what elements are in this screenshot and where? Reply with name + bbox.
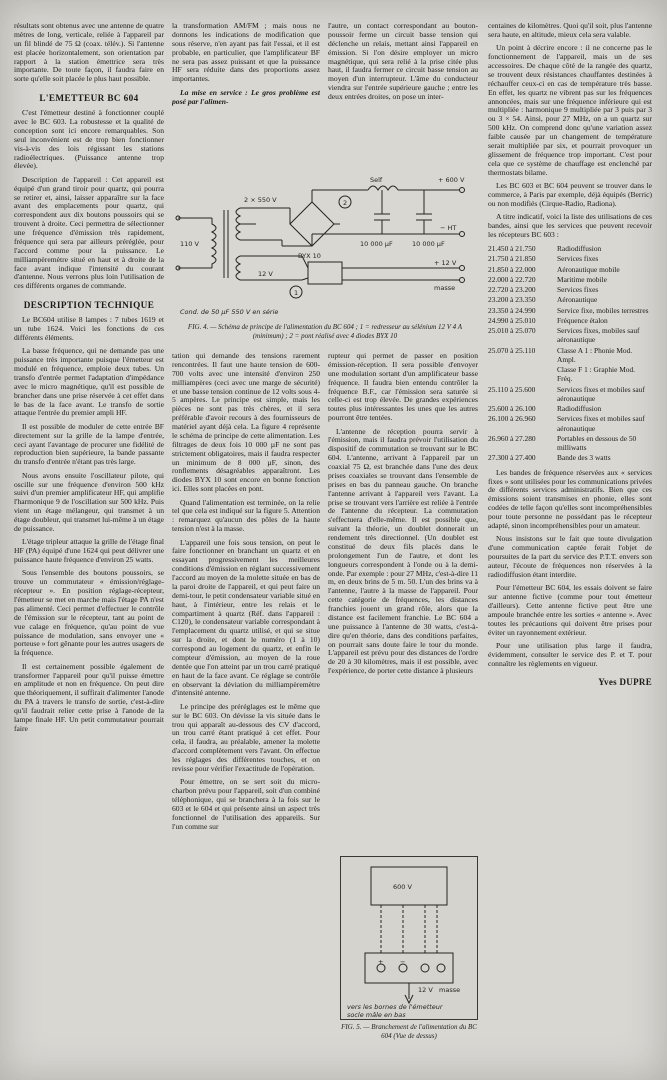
table-row [488, 326, 652, 346]
service-name: Aéronautique [557, 295, 598, 305]
figure-5-caption: FIG. 5. — Branchement de l'alimentation du BC 604 (Vue de dessus) [341, 1023, 477, 1040]
service-name: Fréquence étalon [557, 315, 608, 325]
column-1 [14, 22, 164, 1060]
service-name: Services fixes [557, 254, 599, 264]
frequency-range: 22.000 à 22.720 [488, 274, 536, 284]
column-3-middle [328, 352, 478, 852]
table-row [488, 453, 652, 463]
service-name: Services fixes [557, 285, 599, 295]
paragraph: Pour une utilisation plus large il faudra, évidemment, consulter le service des P. et T. pour connaître les règlements en vigueur. [488, 640, 652, 668]
label-ref2: 2 [343, 199, 348, 207]
paragraph: A titre indicatif, voici la liste des utilisations de ces bandes, ainsi que les services que peuvent recevoir les récepteurs BC 603 : [488, 212, 652, 239]
service-name: Radiodiffusion [557, 404, 602, 414]
frequency-range: 22.720 à 23.200 [488, 285, 536, 295]
paragraph: centaines de kilomètres. Quoi qu'il soit, plus l'antenne sera haute, en altitude, mieux cela sera valable. [488, 22, 652, 39]
label-byx10: BYX 10 [298, 252, 321, 260]
service-name: Portables en dessous de 50 milliwatts [557, 433, 637, 453]
paragraph: Nous insistons sur le fait que toute divulgation d'une communication captée ferait l'objet de poursuites de la part du service des P.T.T. envers son auteur, l'écoute de fréquences non réservées à la radiodiffusion étant interdite. [488, 534, 652, 579]
frequency-allocation-table [488, 244, 652, 464]
label-plus12v: + 12 V [434, 259, 457, 267]
service-name: Services fixes, mobiles sauf aéronautique [557, 326, 640, 345]
paragraph: Il est possible de moduler de cette entrée BF directement sur la grille de la lampe d'entrée, ceci ayant l'avantage de procurer une fidélité de reproduction bien supérieure, la bande passante du transfo d'entrée n'étant pas très large. [14, 421, 164, 467]
schematic-fig5 [341, 857, 477, 1019]
label-12v: 12 V [418, 986, 433, 994]
service-name: Classe A 1 : Phonie Mod. Ampl. [557, 345, 633, 364]
frequency-range: 25.600 à 26.100 [488, 404, 536, 414]
label-600v: 600 V [393, 883, 412, 891]
service-name: Bande des 3 watts [557, 453, 611, 463]
label-550v: 2 × 550 V [244, 196, 277, 204]
frequency-range: 24.990 à 25.010 [488, 315, 536, 325]
service-name: Service fixe, mobiles terrestres [557, 305, 649, 315]
frequency-range: 26.100 à 26.960 [488, 414, 536, 424]
table-row [488, 265, 652, 275]
frequency-range [488, 365, 552, 385]
table-row [488, 404, 652, 414]
paragraph: L'antenne de réception pourra servir à l'émission, mais il faudra prévoir l'utilisation du dispositif de commutation se trouvant sur le BC 604. L'antenne, arrivant à l'appareil par un coaxial 75 Ω, est branchée dans l'une des deux prises coaxiales se trouvant dans l'ensemble de prises en bas du panneau gauche. On branche l'antenne arrivant à l'appareil vers l'avant. La prise se trouvant vers l'arrière est reliée à l'entrée de l'antenne du récepteur. La commutation s'effectuera d'elle-même. Il est possible que, suivant la théorie, un doublet donnerait un rendement très directionnel. (Un doublet est constitué de deux fils placés dans le prolongement l'un de l'autre, et dont les longueurs correspondent à l'onde ou à la demi-onde. Par exemple : pour 27 MHz, c'est-à-dire 11 m, en deux brins de 5 m. 50. L'un des brins va à l'antenne, l'autre à la masse de l'appareil. Pour cette catégorie de fréquences, les distances franchies jouent un grand rôle, alors que la distance est facilement franchie. Le BC 604 a une puissance à l'antenne de 30 watts, c'est-à-dire qu'en théorie, dans des conditions parfaites, on pourrait sans doute faire le tour du monde. L'appareil est prévu pour des distances de l'ordre de 20 à 30 kilomètres, mais il est possible, avec l'expérience, de porter cette distance à plusieurs [328, 426, 478, 676]
paragraph: Les bandes de fréquence réservées aux « services fixes » sont utilisées pour les communications privées de différents services administratifs. Bien que ces émissions soient transmises en phonie, elles sont codées de telle façon qu'elles sont incompréhensibles pour toute personne ne possédant pas le récepteur adapté, sinon incompréhensibles pour un amateur. [488, 467, 652, 530]
paragraph: résultats sont obtenus avec une antenne de quatre mètres de long, verticale, reliée à l'appareil par un fil blindé de 75 Ω (coax. télév.). Si l'antenne est placée horizontalement, son orientation par rapport à la station émettrice sera très importante. De toute façon, il faudra faire en sorte qu'elle soit placée le plus haut possible. [14, 22, 164, 84]
paragraph: L'étage tripleur attaque la grille de l'étage final HF (PA) équipé d'une 1624 qui peut délivrer une puissance haute fréquence d'environ 25 watts. [14, 537, 164, 564]
column-2-bottom [172, 352, 320, 1058]
figure-4-power-supply-schematic [172, 168, 478, 341]
service-name: Services fixes et mobiles sauf aéronautique [557, 384, 645, 403]
paragraph: La basse fréquence, qui ne demande pas une puissance très importante puisque l'émetteur est modulé en fréquence, emploie deux tubes. Un transfo d'entrée permet l'adaptation d'impédance avec le micro magnétique, qu'il est possible de brancher dans une prise réservée à cet effet dans le bas de la face avant. Le transfo de sortie attaque l'entrée du premier ampli HF. [14, 346, 164, 418]
column-2-top [172, 22, 320, 164]
label-110v: 110 V [180, 240, 199, 248]
paragraph: C'est l'émetteur destiné à fonctionner couplé avec le BC 603. La robustesse et la qualité de conception sont ici encore remarquables. Son seul inconvénient est de trop bien fonctionner vis-à-vis des lois régissant les stations radioélectriques. (Puissance antenne trop élevée). [14, 108, 164, 171]
label-ht: − HT [440, 224, 457, 232]
paragraph: Description de l'appareil : Cet appareil est équipé d'un grand tiroir pour quartz, qui pourra se retirer et, ainsi, laisser apparaître sur la face avant des emplacements pour quartz, qui correspondent aux dix boutons poussoirs qui se trouvent à droite. Ceci permettra de sélectionner une fréquence d'émission très rapidement, fréquence qui sera par ailleurs préréglée, pour l'accord comme pour la puissance. Le milliampèremètre situé en haut et à droite de la face avant indique l'intensité du courant d'antenne. Nous verrons plus loin l'utilisation de ces différents organes de commande. [14, 174, 164, 291]
frequency-range: 27.300 à 27.400 [488, 453, 536, 463]
table-row [488, 244, 652, 254]
service-name: Radiodiffusion [557, 244, 602, 254]
table-row [488, 295, 652, 305]
frequency-range: 25.070 à 25.110 [488, 345, 536, 355]
table-row [488, 275, 652, 285]
paragraph: tation qui demande des tensions rarement rencontrées. Il faut une haute tension de 600-700 volts avec une intensité d'environ 250 milliampères (ceci avec une marge de sécurité) et une basse tension continue de 12 volts sous 4-5 ampères. Le principe est simple, mais les pièces ne sont pas très chères, et il sera préférable d'avoir recours à des fournisseurs de matériel ayant déjà cela. La figure 4 représente le schéma de principe de cette alimentation. Les filtrages de deux fois 10 000 µF ne sont pas strictement obligatoires, mais il faudra respecter un minimum de 8 000 µF, sinon, des ronflements désagréables apparaîtront. Les diodes BYX 10 sont encore en bonne fonction ici. Elles sont placées en pont. [172, 352, 320, 494]
label-self: Self [370, 176, 383, 184]
table-row [488, 385, 652, 405]
frequency-range: 25.110 à 25.600 [488, 384, 536, 394]
column-4 [488, 22, 652, 1062]
paragraph: Le BC604 utilise 8 lampes : 7 tubes 1619 et un tube 1624. Voici les fonctions de ces différents éléments. [14, 315, 164, 342]
label-cond-serie: Cond. de 50 µF 550 V en série [180, 308, 279, 316]
table-row [488, 316, 652, 326]
service-name: Aéronautique mobile [557, 264, 620, 274]
label-ref1: 1 [294, 289, 299, 297]
paragraph: Il est certainement possible également de transformer l'appareil pour qu'il puisse émettre en amplitude et non en fréquence. On peut dire que théoriquement, il suffirait d'alimenter l'anode du PA à travers le transfo de sortie, c'est-à-dire qu'il faudrait relier cette prise à l'anode de la lampe finale HF. Un petit commutateur pourrait faire [14, 661, 164, 733]
label-masse: masse [434, 284, 456, 292]
paragraph-mise-en-service: La mise en service : Le gros problème est posé par l'alimen- [172, 87, 320, 106]
paragraph: Les BC 603 et BC 604 peuvent se trouver dans le commerce, à Paris par exemple, déjà équipés (Berric) ou non modifiés (Cirque-Radio, Radiona). [488, 180, 652, 208]
paragraph: l'autre, un contact correspondant au bouton-poussoir ferme un circuit basse tension qui déclenche un relais, mettant ainsi l'appareil en émission. Si l'on désire employer un micro magnétique, qui sera relié à la prise citée plus haut, il faudra fermer ce circuit basse tension au moyen d'un interrupteur. L'âme du conducteur viendra sur l'entrée supérieure gauche ; entre les deux entrées droites, on pose un inter- [328, 22, 478, 101]
label-vers-emetteur: vers les bornes de l'émetteur [347, 1003, 443, 1011]
table-row [488, 365, 652, 385]
paragraph: rupteur qui permet de passer en position émission-réception. Il sera possible d'envoyer une modulation sortant d'un amplificateur basse fréquence. Il faudra bien entendu contrôler la fréquence B.F., car l'émission sera saturée si celle-ci est trop élevée. De grandes expériences toutes plus intéressantes les unes que les autres pourront être tentées. [328, 352, 478, 423]
frequency-range: 21.750 à 21.850 [488, 254, 536, 264]
frequency-range: 25.010 à 25.070 [488, 326, 536, 336]
frequency-range: 23.350 à 24.990 [488, 305, 536, 315]
paragraph: la transformation AM/FM ; mais nous ne donnons les indications de modification que sous réserve, n'en ayant pas fait l'essai, et il est probable, en particulier, que l'amplificateur BF ne sera pas assez puissant et que la puissance HF sera réduite dans des proportions assez importantes. [172, 22, 320, 84]
table-row [488, 414, 652, 434]
schematic-fig4 [172, 168, 478, 320]
frequency-range: 21.850 à 22.000 [488, 264, 536, 274]
service-name: Maritime mobile [557, 274, 607, 284]
table-row [488, 346, 652, 366]
label-plus: + [378, 958, 384, 966]
paragraph: Pour émettre, on se sert soit du micro-charbon prévu pour l'appareil, soit d'un combiné téléphonique, qui se branchera à la fois sur le 603 et le 604 et qui présente ainsi un aspect très fonctionnel de l'utilisation des appareils. Sur l'un comme sur [172, 777, 320, 831]
label-cap2: 10 000 µF [412, 240, 445, 248]
table-row [488, 306, 652, 316]
frequency-range: 23.200 à 23.350 [488, 295, 536, 305]
paragraph: Un point à décrire encore : il ne concerne pas le fonctionnement de l'appareil, mais un de ses accessoires. De chaque côté de la rangée des quartz, se trouvent deux résistances chauffantes destinées à réchauffer ceux-ci en cas de température très basse. En effet, les quartz ne vibrent pas sur les fréquences annoncées, mais sur une fréquence inférieure qui est multipliée : harmonique 9 multipliée par 3 puis par 3 ou 3 × 54. Ainsi, pour 27 MHz, on a un quartz sur 500 kHz. On comprend donc qu'une variation assez faible causée par un changement de température serait multipliée par six, et pourrait provoquer un glissement de fréquence trop important. C'est pour cela que ce système de chauffage est enclenché par thermostats bilame. [488, 43, 652, 177]
paragraph: Nous avons ensuite l'oscillateur pilote, qui oscille sur une fréquence d'environ 500 kHz suivi d'un premier amplificateur HF, qui amplifie l'harmonique 9 de l'oscillation sur 500 kHz. Puis vient un étage mélangeur, qui transmet à un étage doubleur, qui transmet lui-même à un étage de puissance. [14, 470, 164, 533]
frequency-range: 26.960 à 27.280 [488, 433, 536, 443]
label-socle: socle mâle en bas [347, 1011, 406, 1019]
label-moins: − [400, 958, 406, 966]
paragraph: Pour l'émetteur BC 604, les essais doivent se faire sur antenne fictive (comme pour tout émetteur d'ailleurs). Cette antenne fictive peut être une ampoule branchée entre les sorties « antenne ». Avec toutes les précautions qui doivent être prises pour éviter un rayonnement extérieur. [488, 583, 652, 637]
paragraph: Le principe des préréglages est le même que sur le BC 603. On dévisse la vis située dans le trou qui apparaît au-dessous des CV d'accord, un trou carré étant pratiqué à cet effet. Pour cela, il faudra, au préalable, amener la molette d'accord complètement vers l'avant. On effectue les réglages des différentes touches, et on revisse pour vérifier l'exactitude de l'opération. [172, 701, 320, 773]
label-600v: + 600 V [438, 176, 465, 184]
section-heading-emetteur: L'EMETTEUR BC 604 [39, 93, 139, 104]
paragraph: Sous l'ensemble des boutons poussoirs, se trouve un commutateur « émission/réglage-récepteur ». En position réglage-récepteur, l'émetteur se met en marche mais l'étage PA n'est pas alimenté. Ceci permet d'effectuer le contrôle de l'émission sur le récepteur, tant au point de vue calage en fréquence, qu'au point de vue puissance de modulation, sans envoyer une « porteuse » fort gênante pour les autres usagers de la fréquence. [14, 568, 164, 658]
table-row [488, 254, 652, 264]
section-heading-description-technique: DESCRIPTION TECHNIQUE [23, 300, 155, 311]
author-signature: Yves DUPRE [598, 676, 652, 687]
column-3-top [328, 22, 478, 164]
label-masse: masse [439, 986, 461, 994]
table-row [488, 285, 652, 295]
figure-5-wiring-top-view [340, 856, 478, 1041]
frequency-range: 21.450 à 21.750 [488, 244, 536, 254]
service-name: Classe F 1 : Graphie Mod. Fréq. [557, 365, 636, 384]
paragraph: Quand l'alimentation est terminée, on la relie tel que cela est indiqué sur la figure 5. Attention : remarquez qu'aucun des pôles de la haute tension n'est à la masse. [172, 497, 320, 534]
paragraph: L'appareil une fois sous tension, on peut le faire fonctionner en branchant un quartz et en essayant progressivement les meilleures conditions d'émission en réglant successivement l'accord au moyen de la molette située en bas de la paroi droite de l'appareil, et qui peut faire un demi-tour, le petit condensateur variable situé en haut, à l'intérieur, entre les relais et le compartiment à quartz (Réf. dans l'appareil : C120), le condensateur variable correspondant à l'emplacement du quartz utilisé, et qui se situe sur la droite, et dont le numéro (1 à 10) correspond au logement du quartz, et enfin le compteur d'émission, au moyen de la roue dentée que l'on atteint par un trou carré pratiqué en haut de la face avant. Ce réglage se contrôle en observant la déviation du milliampèremètre d'intensité antenne. [172, 537, 320, 698]
label-cap1: 10 000 µF [360, 240, 393, 248]
table-row [488, 434, 652, 454]
figure-4-caption: FIG. 4. — Schéma de principe de l'alimentation du BC 604 ; 1 = redresseur au sélénium 12 V 4 A (minimum) ; 2 = pont réalisé avec 4 diodes BYX 10 [187, 323, 463, 340]
service-name: Services fixes et mobiles sauf aéronautique [557, 414, 645, 433]
label-12v: 12 V [258, 270, 273, 278]
